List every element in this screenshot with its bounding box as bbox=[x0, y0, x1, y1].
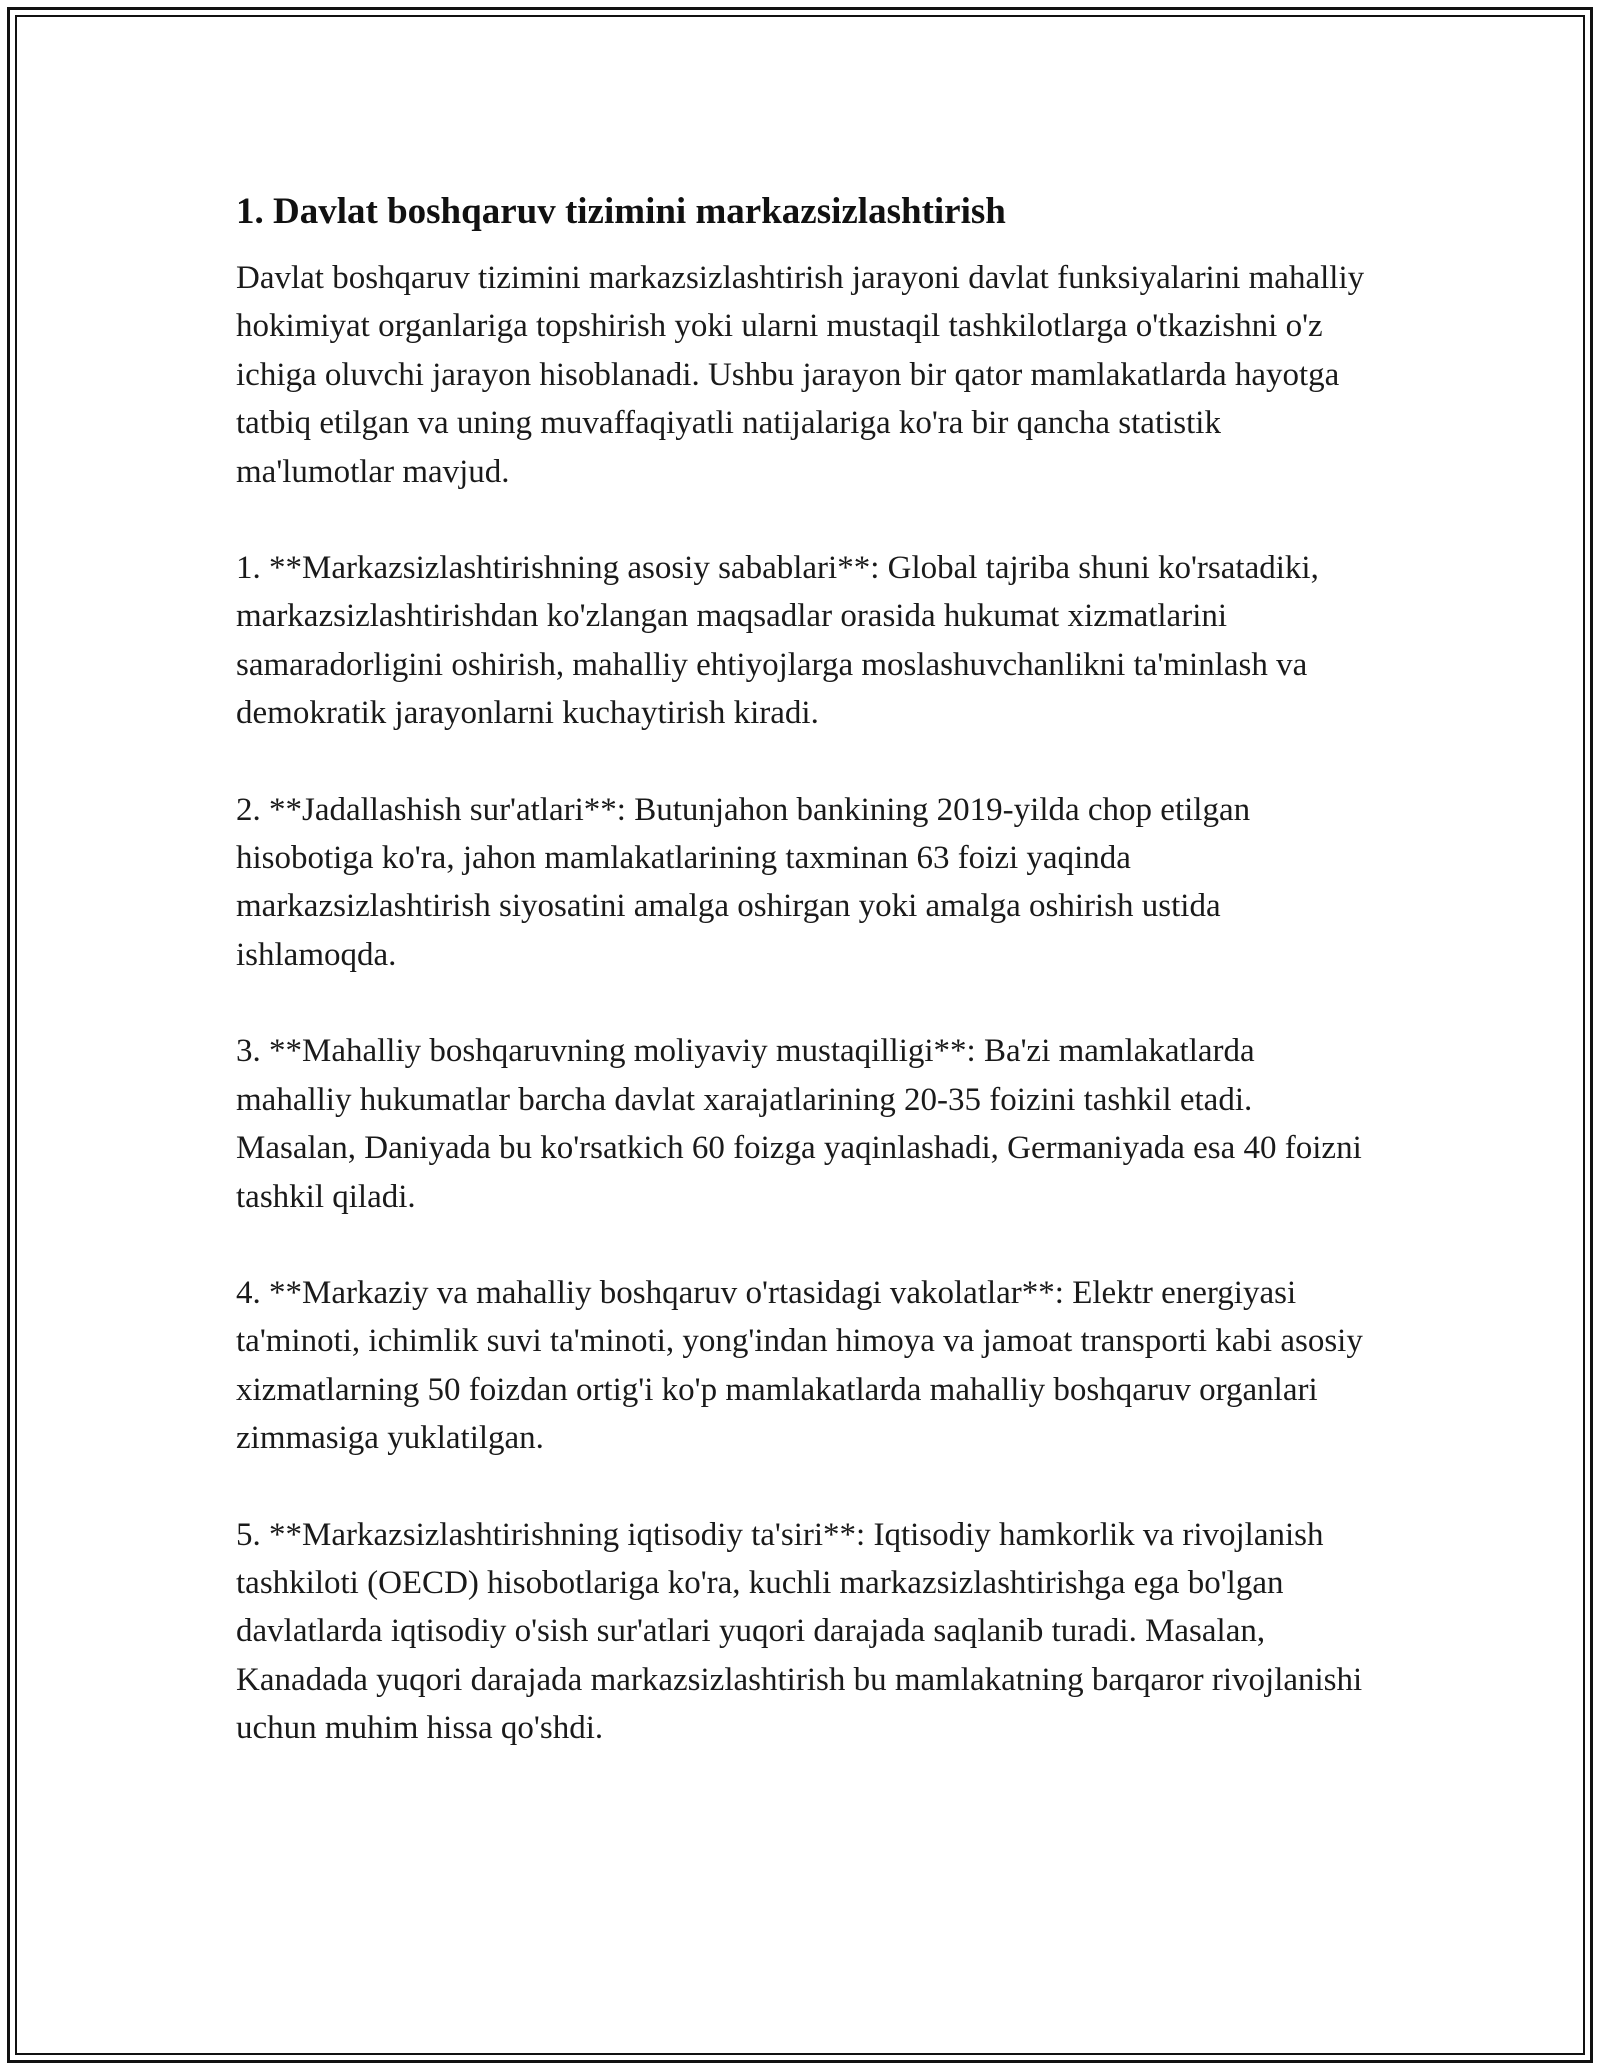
intro-paragraph: Davlat boshqaruv tizimini markazsizlashtirish jarayoni davlat funksiyalarini mahalliy hokimiyat organlariga topshirish yoki ularni mustaqil tashkilotlarga o'tkazishni o'z ichiga oluvchi jarayon hisoblanadi. Ushbu jarayon bir qator mamlakatlarda hayotga tatbiq etilgan va uning muvaffaqiyatli natijalariga ko'ra bir qancha statistik ma'lumotlar mavjud. bbox=[236, 260, 1365, 490]
document-body bbox=[236, 186, 1376, 1801]
section-heading: 1. Davlat boshqaruv tizimini markazsizlashtirish bbox=[236, 191, 1006, 232]
list-item-2: 2. **Jadallashish sur'atlari**: Butunjahon bankining 2019-yilda chop etilgan hisobotiga ko'ra, jahon mamlakatlarining taxminan 63 foizi yaqinda markazsizlashtirish siyosatini amalga oshirgan yoki amalga oshirish ustida ishlamoqda. bbox=[236, 791, 1251, 973]
list-item-3: 3. **Mahalliy boshqaruvning moliyaviy mustaqilligi**: Ba'zi mamlakatlarda mahalliy hukumatlar barcha davlat xarajatlarining 20-35 foizini tashkil etadi. Masalan, Daniyada bu ko'rsatkich 60 foizga yaqinlashadi, Germaniyada esa 40 foizni tashkil qiladi. bbox=[236, 1033, 1362, 1215]
list-item-1: 1. **Markazsizlashtirishning asosiy sabablari**: Global tajriba shuni ko'rsatadiki, markazsizlashtirishdan ko'zlangan maqsadlar orasida hukumat xizmatlarini samaradorligini oshirish, mahalliy ehtiyojlarga moslashuvchanlikni ta'minlash va demokratik jarayonlarni kuchaytirish kiradi. bbox=[236, 550, 1319, 732]
list-item-5: 5. **Markazsizlashtirishning iqtisodiy ta'siri**: Iqtisodiy hamkorlik va rivojlanish tashkiloti (OECD) hisobotlariga ko'ra, kuchli markazsizlashtirishga ega bo'lgan davlatlarda iqtisodiy o'sish sur'atlari yuqori darajada saqlanib turadi. Masalan, Kanadada yuqori darajada markazsizlashtirish bu mamlakatning barqaror rivojlanishi uchun muhim hissa qo'shdi. bbox=[236, 1516, 1363, 1747]
list-item-4: 4. **Markaziy va mahalliy boshqaruv o'rtasidagi vakolatlar**: Elektr energiyasi ta'minoti, ichimlik suvi ta'minoti, yong'indan himoya va jamoat transporti kabi asosiy xizmatlarning 50 foizdan ortig'i ko'p mamlakatlarda mahalliy boshqaruv organlari zimmasiga yuklatilgan. bbox=[236, 1274, 1363, 1457]
